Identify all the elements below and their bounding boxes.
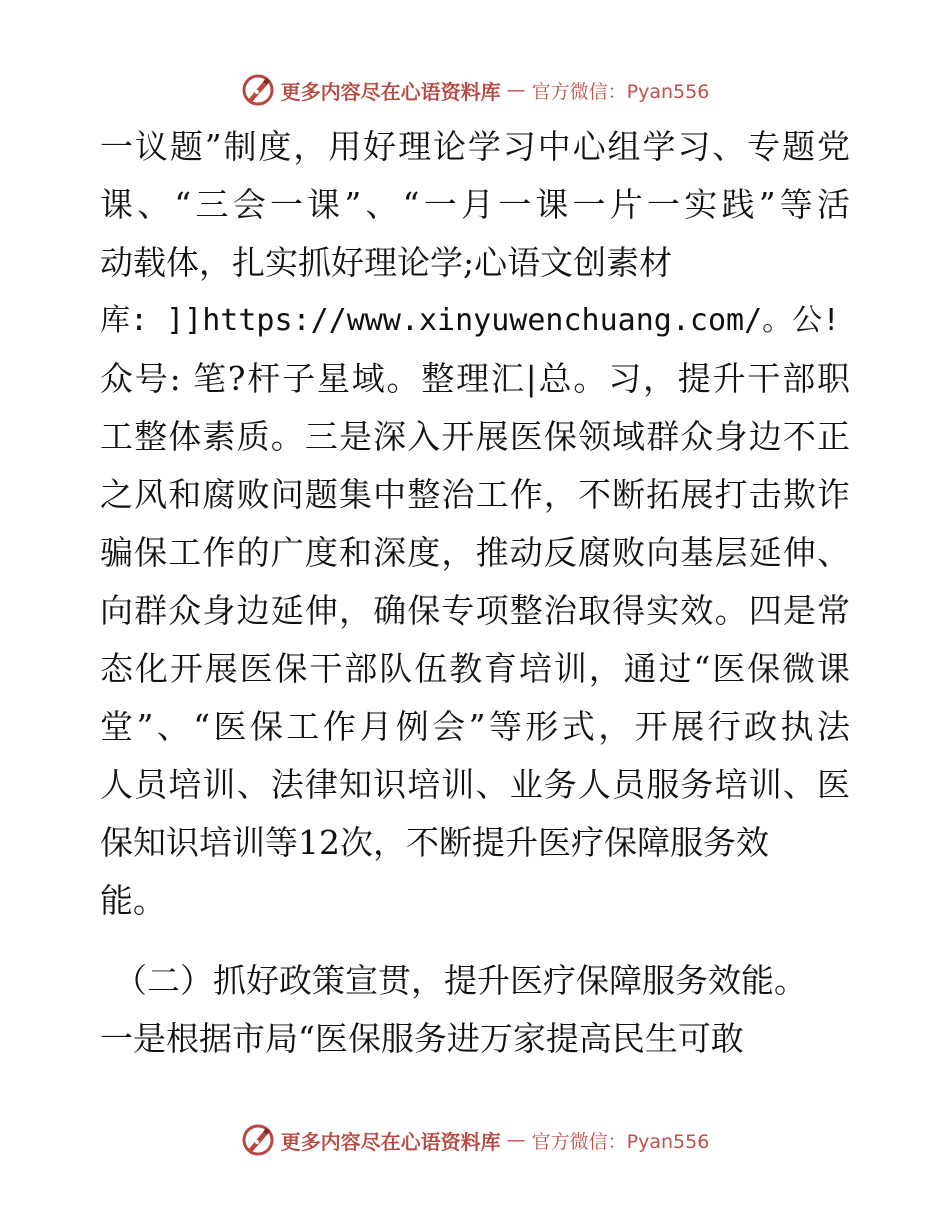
- paragraph-gap: [100, 930, 850, 952]
- text-line: 之风和腐败问题集中整治工作，不断拓展打击欺诈: [100, 475, 850, 514]
- watermark-brand: 更多内容尽在心语资料库: [280, 79, 501, 104]
- text-line: 课、“三会一课”、“一月一课一片一实践”等活: [100, 185, 850, 224]
- header-watermark: [0, 70, 950, 110]
- text-line: 一是根据市局“医保服务进万家提高民生可敢: [100, 1019, 744, 1058]
- pen-logo-icon: [241, 73, 275, 107]
- text-line: 能。: [100, 881, 166, 920]
- document-body: [100, 118, 850, 1068]
- footer-watermark: [0, 1120, 950, 1160]
- pen-logo-icon: [241, 1123, 275, 1157]
- watermark-contact: 官方微信：Pyan556: [531, 80, 710, 103]
- section-heading: （二）抓好政策宣贯，提升医疗保障服务效能。: [114, 961, 807, 1000]
- watermark-brand: 更多内容尽在心语资料库: [280, 1129, 501, 1154]
- text-line: 向群众身边延伸，确保专项整治取得实效。四是常: [100, 591, 850, 630]
- text-line-url: 库: ]]https://www.xinyuwenchuang.com/。公!: [100, 303, 841, 338]
- text-line: 骗保工作的广度和深度，推动反腐败向基层延伸、: [100, 533, 850, 572]
- watermark-separator: —: [506, 79, 526, 101]
- text-line: 人员培训、法律知识培训、业务人员服务培训、医: [100, 765, 850, 804]
- text-line: 一议题”制度，用好理论学习中心组学习、专题党: [100, 127, 850, 166]
- text-line: 工整体素质。三是深入开展医保领域群众身边不正: [100, 417, 850, 456]
- text-line: 堂”、“医保工作月例会”等形式，开展行政执法: [100, 707, 850, 746]
- text-line: 众号: 笔?杆子星域。整理汇|总。习，提升干部职: [100, 359, 850, 398]
- watermark-contact: 官方微信：Pyan556: [531, 1130, 710, 1153]
- text-line: 保知识培训等12次，不断提升医疗保障服务效: [100, 823, 769, 862]
- text-line: 态化开展医保干部队伍教育培训，通过“医保微课: [100, 649, 850, 688]
- text-line: 动载体，扎实抓好理论学;心语文创素材: [100, 243, 673, 282]
- watermark-separator: —: [506, 1129, 526, 1151]
